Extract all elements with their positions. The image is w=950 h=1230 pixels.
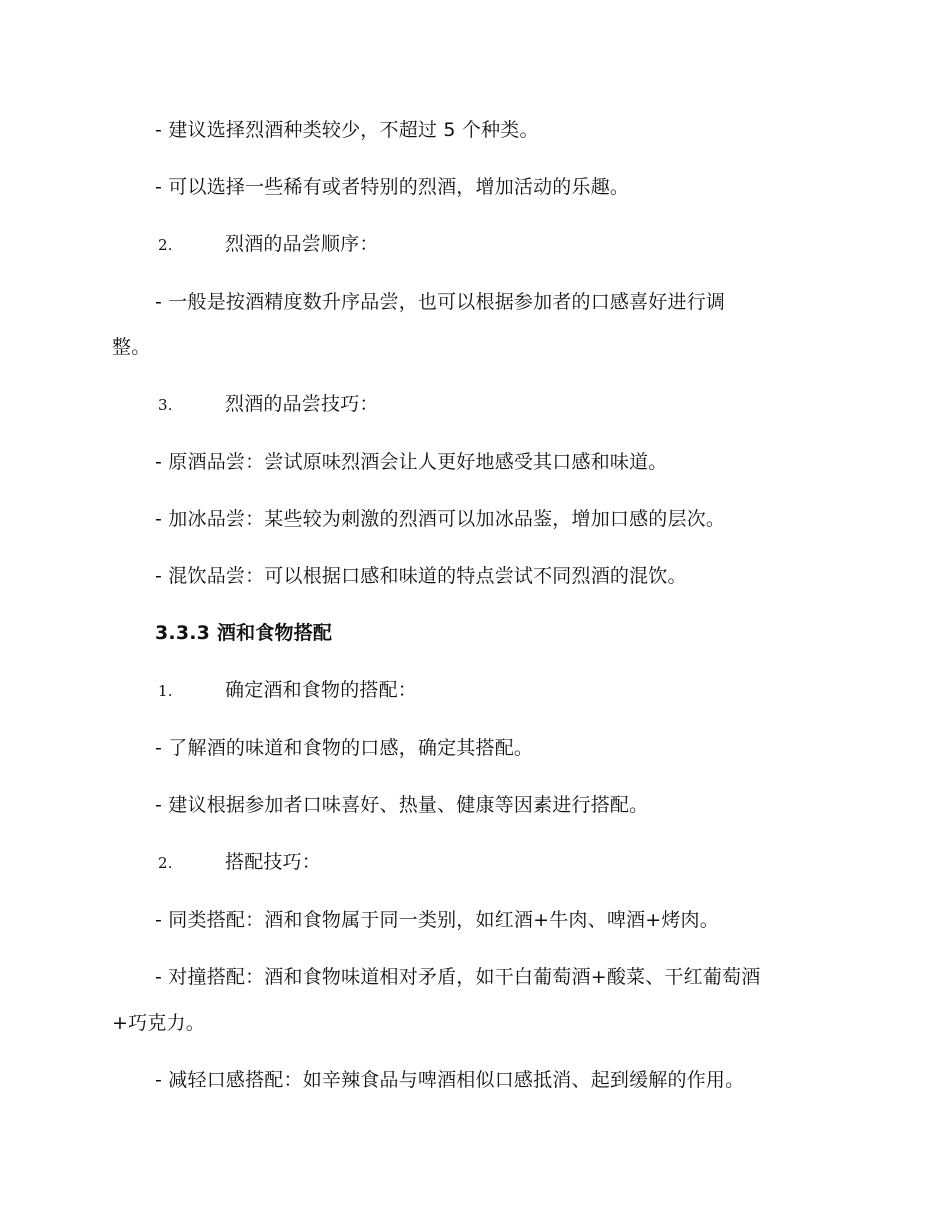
list-number: 2. xyxy=(158,236,173,254)
list-number: 2. xyxy=(158,854,173,872)
list-number: 3. xyxy=(158,396,173,414)
bullet-line: - 建议选择烈酒种类较少，不超过 5 个种类。 xyxy=(155,119,539,141)
bullet-line: - 加冰品尝：某些较为刺激的烈酒可以加冰品鉴，增加口感的层次。 xyxy=(155,508,726,530)
bullet-line: - 建议根据参加者口味喜好、热量、健康等因素进行搭配。 xyxy=(155,794,649,816)
list-item-text: 搭配技巧： xyxy=(225,851,322,873)
bullet-line: - 减轻口感搭配：如辛辣食品与啤酒相似口感抵消、起到缓解的作用。 xyxy=(155,1069,745,1091)
bullet-line: - 原酒品尝：尝试原味烈酒会让人更好地感受其口感和味道。 xyxy=(155,451,668,473)
list-item-text: 烈酒的品尝顺序： xyxy=(225,233,379,255)
bullet-line: - 可以选择一些稀有或者特别的烈酒，增加活动的乐趣。 xyxy=(155,176,630,198)
continuation-line: 整。 xyxy=(112,336,151,358)
continuation-line: +巧克力。 xyxy=(112,1012,205,1034)
bullet-line: - 混饮品尝：可以根据口感和味道的特点尝试不同烈酒的混饮。 xyxy=(155,565,687,587)
bullet-line: - 了解酒的味道和食物的口感，确定其搭配。 xyxy=(155,737,534,759)
section-heading: 3.3.3 酒和食物搭配 xyxy=(155,622,333,644)
list-item-text: 烈酒的品尝技巧： xyxy=(225,393,379,415)
bullet-line: - 同类搭配：酒和食物属于同一类别，如红酒+牛肉、啤酒+烤肉。 xyxy=(155,909,719,931)
list-number: 1. xyxy=(158,682,173,700)
bullet-line: - 一般是按酒精度数升序品尝，也可以根据参加者的口感喜好进行调 xyxy=(155,291,726,313)
list-item-text: 确定酒和食物的搭配： xyxy=(225,679,418,701)
bullet-line: - 对撞搭配：酒和食物味道相对矛盾，如干白葡萄酒+酸菜、干红葡萄酒 xyxy=(155,966,761,988)
